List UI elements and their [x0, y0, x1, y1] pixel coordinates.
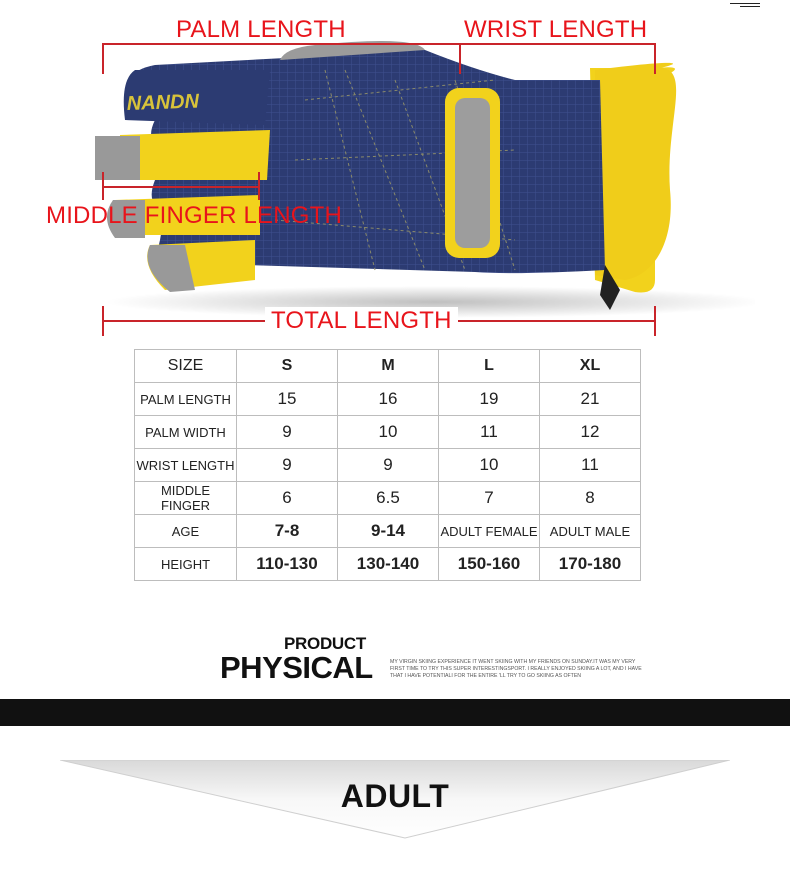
table-cell: 130-140	[338, 548, 439, 581]
table-row	[135, 548, 641, 581]
table-cell: 8	[540, 482, 641, 515]
corner-decoration-line	[740, 6, 760, 7]
table-cell: 7	[439, 482, 540, 515]
glove-brand-logo: NANDN	[126, 90, 200, 115]
table-cell: 9	[338, 449, 439, 482]
table-cell: 11	[439, 416, 540, 449]
table-cell: 15	[237, 383, 338, 416]
table-cell: 9	[237, 449, 338, 482]
middle-finger-tick-right	[258, 172, 260, 200]
wrist-length-label: WRIST LENGTH	[464, 16, 648, 43]
table-row-label: WRIST LENGTH	[135, 449, 237, 482]
adult-banner-title: ADULT	[340, 778, 450, 814]
total-length-tick-right	[654, 306, 656, 336]
table-row-label: HEIGHT	[135, 548, 237, 581]
table-cell: 110-130	[237, 548, 338, 581]
size-chart-table	[134, 349, 641, 581]
table-row	[135, 482, 641, 515]
table-cell: 7-8	[237, 515, 338, 548]
table-row-label: PALM WIDTH	[135, 416, 237, 449]
glove-strap	[455, 98, 490, 248]
glove-illustration	[95, 40, 755, 340]
total-length-label: TOTAL LENGTH	[265, 307, 458, 335]
black-divider-band	[0, 699, 790, 726]
table-cell: 10	[338, 416, 439, 449]
table-row-label: MIDDLE FINGER	[135, 482, 237, 515]
table-cell: 16	[338, 383, 439, 416]
table-header-row	[135, 350, 641, 383]
table-cell: 10	[439, 449, 540, 482]
table-header-cell: SIZE	[135, 350, 237, 383]
table-cell: 6.5	[338, 482, 439, 515]
wrist-length-tick-right	[654, 44, 656, 74]
glove-image	[95, 40, 755, 340]
table-header-cell: M	[338, 350, 439, 383]
table-header-cell: S	[237, 350, 338, 383]
table-header-cell: XL	[540, 350, 641, 383]
table-cell: 9-14	[338, 515, 439, 548]
table-cell: 21	[540, 383, 641, 416]
middle-finger-length-label: MIDDLE FINGER LENGTH	[46, 202, 343, 229]
corner-decoration-line	[730, 3, 760, 4]
palm-length-tick-left	[102, 44, 104, 74]
table-cell: 170-180	[540, 548, 641, 581]
table-cell: ADULT MALE	[540, 515, 641, 548]
table-row-label: PALM LENGTH	[135, 383, 237, 416]
table-header-cell: L	[439, 350, 540, 383]
table-cell: 150-160	[439, 548, 540, 581]
section-title-physical: PHYSICAL	[220, 650, 373, 685]
table-cell: 11	[540, 449, 641, 482]
table-row	[135, 416, 641, 449]
section-title-product: PRODUCT	[284, 634, 366, 653]
palm-length-label: PALM LENGTH	[176, 16, 346, 43]
table-cell: ADULT FEMALE	[439, 515, 540, 548]
palm-length-tick-right	[459, 44, 461, 74]
glove-cuff	[595, 63, 676, 280]
table-cell: 19	[439, 383, 540, 416]
table-row	[135, 383, 641, 416]
section-description: MY VIRGIN SKIING EXPERIENCE IT WENT SKIING WITH MY FRIENDS ON SUNDAY.IT WAS MY VERY FIRST TIME TO TRY THIS SUPER INTERESTINGSPORT. I REALLY ENJOYED SKIING A LOT, AND I HAVE THAT I HAVE POTENTIALI FOR THE ENTIRE 'LL TRY TO GO SKIING AS OFTEN	[390, 659, 642, 679]
table-row	[135, 449, 641, 482]
table-row-label: AGE	[135, 515, 237, 548]
table-cell: 12	[540, 416, 641, 449]
table-cell: 6	[237, 482, 338, 515]
table-cell: 9	[237, 416, 338, 449]
glove-finger-middle-stripe	[120, 130, 270, 180]
middle-finger-line	[102, 186, 259, 188]
table-row	[135, 515, 641, 548]
